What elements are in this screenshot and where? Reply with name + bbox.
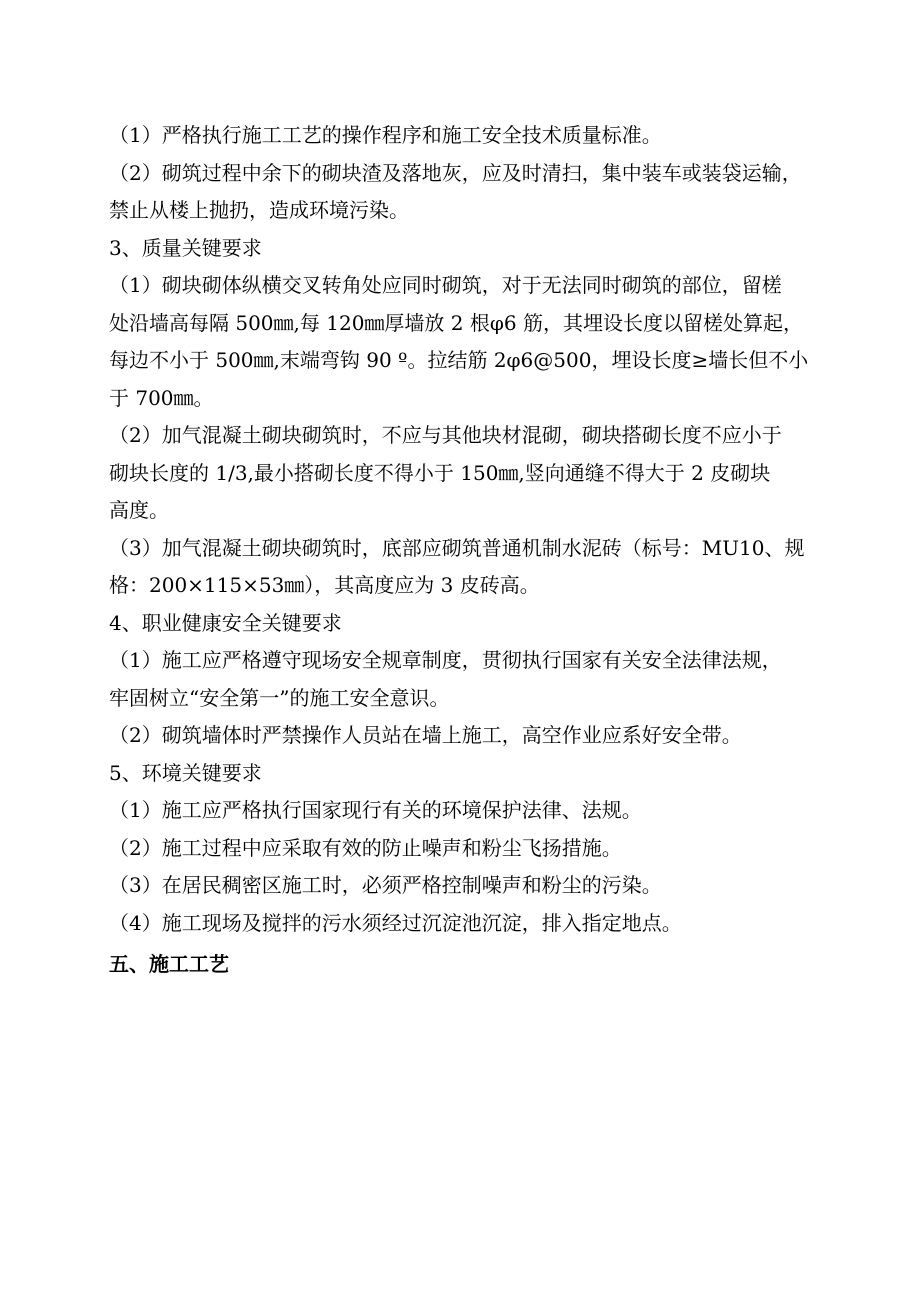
paragraph-quality-2 (109, 417, 831, 530)
paragraph-line: 禁止从楼上抛扔，造成环境污染。 (109, 198, 409, 222)
paragraph-line: 牢固树立“安全第一”的施工安全意识。 (109, 685, 450, 710)
paragraph-environment-2: （2）施工过程中应采取有效的防止噪声和粉尘飞扬措施。 (109, 835, 622, 860)
document-body (109, 117, 831, 984)
paragraph-line: （3）加气混凝土砌块砌筑时，底部应砌筑普通机制水泥砖（标号：MU10、规 (109, 535, 805, 560)
paragraph-item-1: （1）严格执行施工工艺的操作程序和施工安全技术质量标准。 (109, 123, 662, 147)
paragraph-line: 每边不小于 500㎜,末端弯钩 90 º。拉结筋 2φ6@500，埋设长度≥墙长但不小 (109, 348, 809, 372)
section-heading-health-safety: 4、职业健康安全关键要求 (109, 610, 342, 635)
paragraph-line: 处沿墙高每隔 500㎜,每 120㎜厚墙放 2 根φ6 筋，其埋设长度以留槎处算起， (109, 310, 803, 335)
paragraph-line: （1）砌块砌体纵横交叉转角处应同时砌筑，对于无法同时砌筑的部位，留槎 (109, 273, 782, 297)
paragraph-line: （2）加气混凝土砌块砌筑时，不应与其他块材混砌，砌块搭砌长度不应小于 (109, 423, 782, 447)
paragraph-line: 高度。 (109, 498, 169, 522)
paragraph-safety-2: （2）砌筑墙体时严禁操作人员站在墙上施工，高空作业应系好安全带。 (109, 723, 742, 747)
paragraph-safety-1 (109, 642, 831, 717)
paragraph-environment-3: （3）在居民稠密区施工时，必须严格控制噪声和粉尘的污染。 (109, 873, 662, 897)
paragraph-line: 于 700㎜。 (109, 385, 214, 410)
paragraph-quality-3 (109, 530, 831, 605)
paragraph-line: 砌块长度的 1/3,最小搭砌长度不得小于 150㎜,竖向通缝不得大于 2 皮砌块 (109, 460, 771, 485)
paragraph-quality-1 (109, 267, 831, 417)
chapter-heading-construction-process: 五、施工工艺 (109, 952, 229, 976)
paragraph-line: （2）砌筑过程中余下的砌块渣及落地灰，应及时清扫，集中装车或装袋运输， (109, 160, 802, 185)
paragraph-environment-4: （4）施工现场及搅拌的污水须经过沉淀池沉淀，排入指定地点。 (109, 910, 682, 935)
paragraph-item-2 (109, 155, 831, 230)
section-heading-quality: 3、质量关键要求 (109, 235, 262, 260)
paragraph-environment-1: （1）施工应严格执行国家现行有关的环境保护法律、法规。 (109, 798, 642, 822)
paragraph-line: （1）施工应严格遵守现场安全规章制度，贯彻执行国家有关安全法律法规， (109, 648, 782, 672)
paragraph-line: 格：200×115×53㎜），其高度应为 3 皮砖高。 (109, 573, 540, 597)
section-heading-environment: 5、环境关键要求 (109, 760, 262, 785)
